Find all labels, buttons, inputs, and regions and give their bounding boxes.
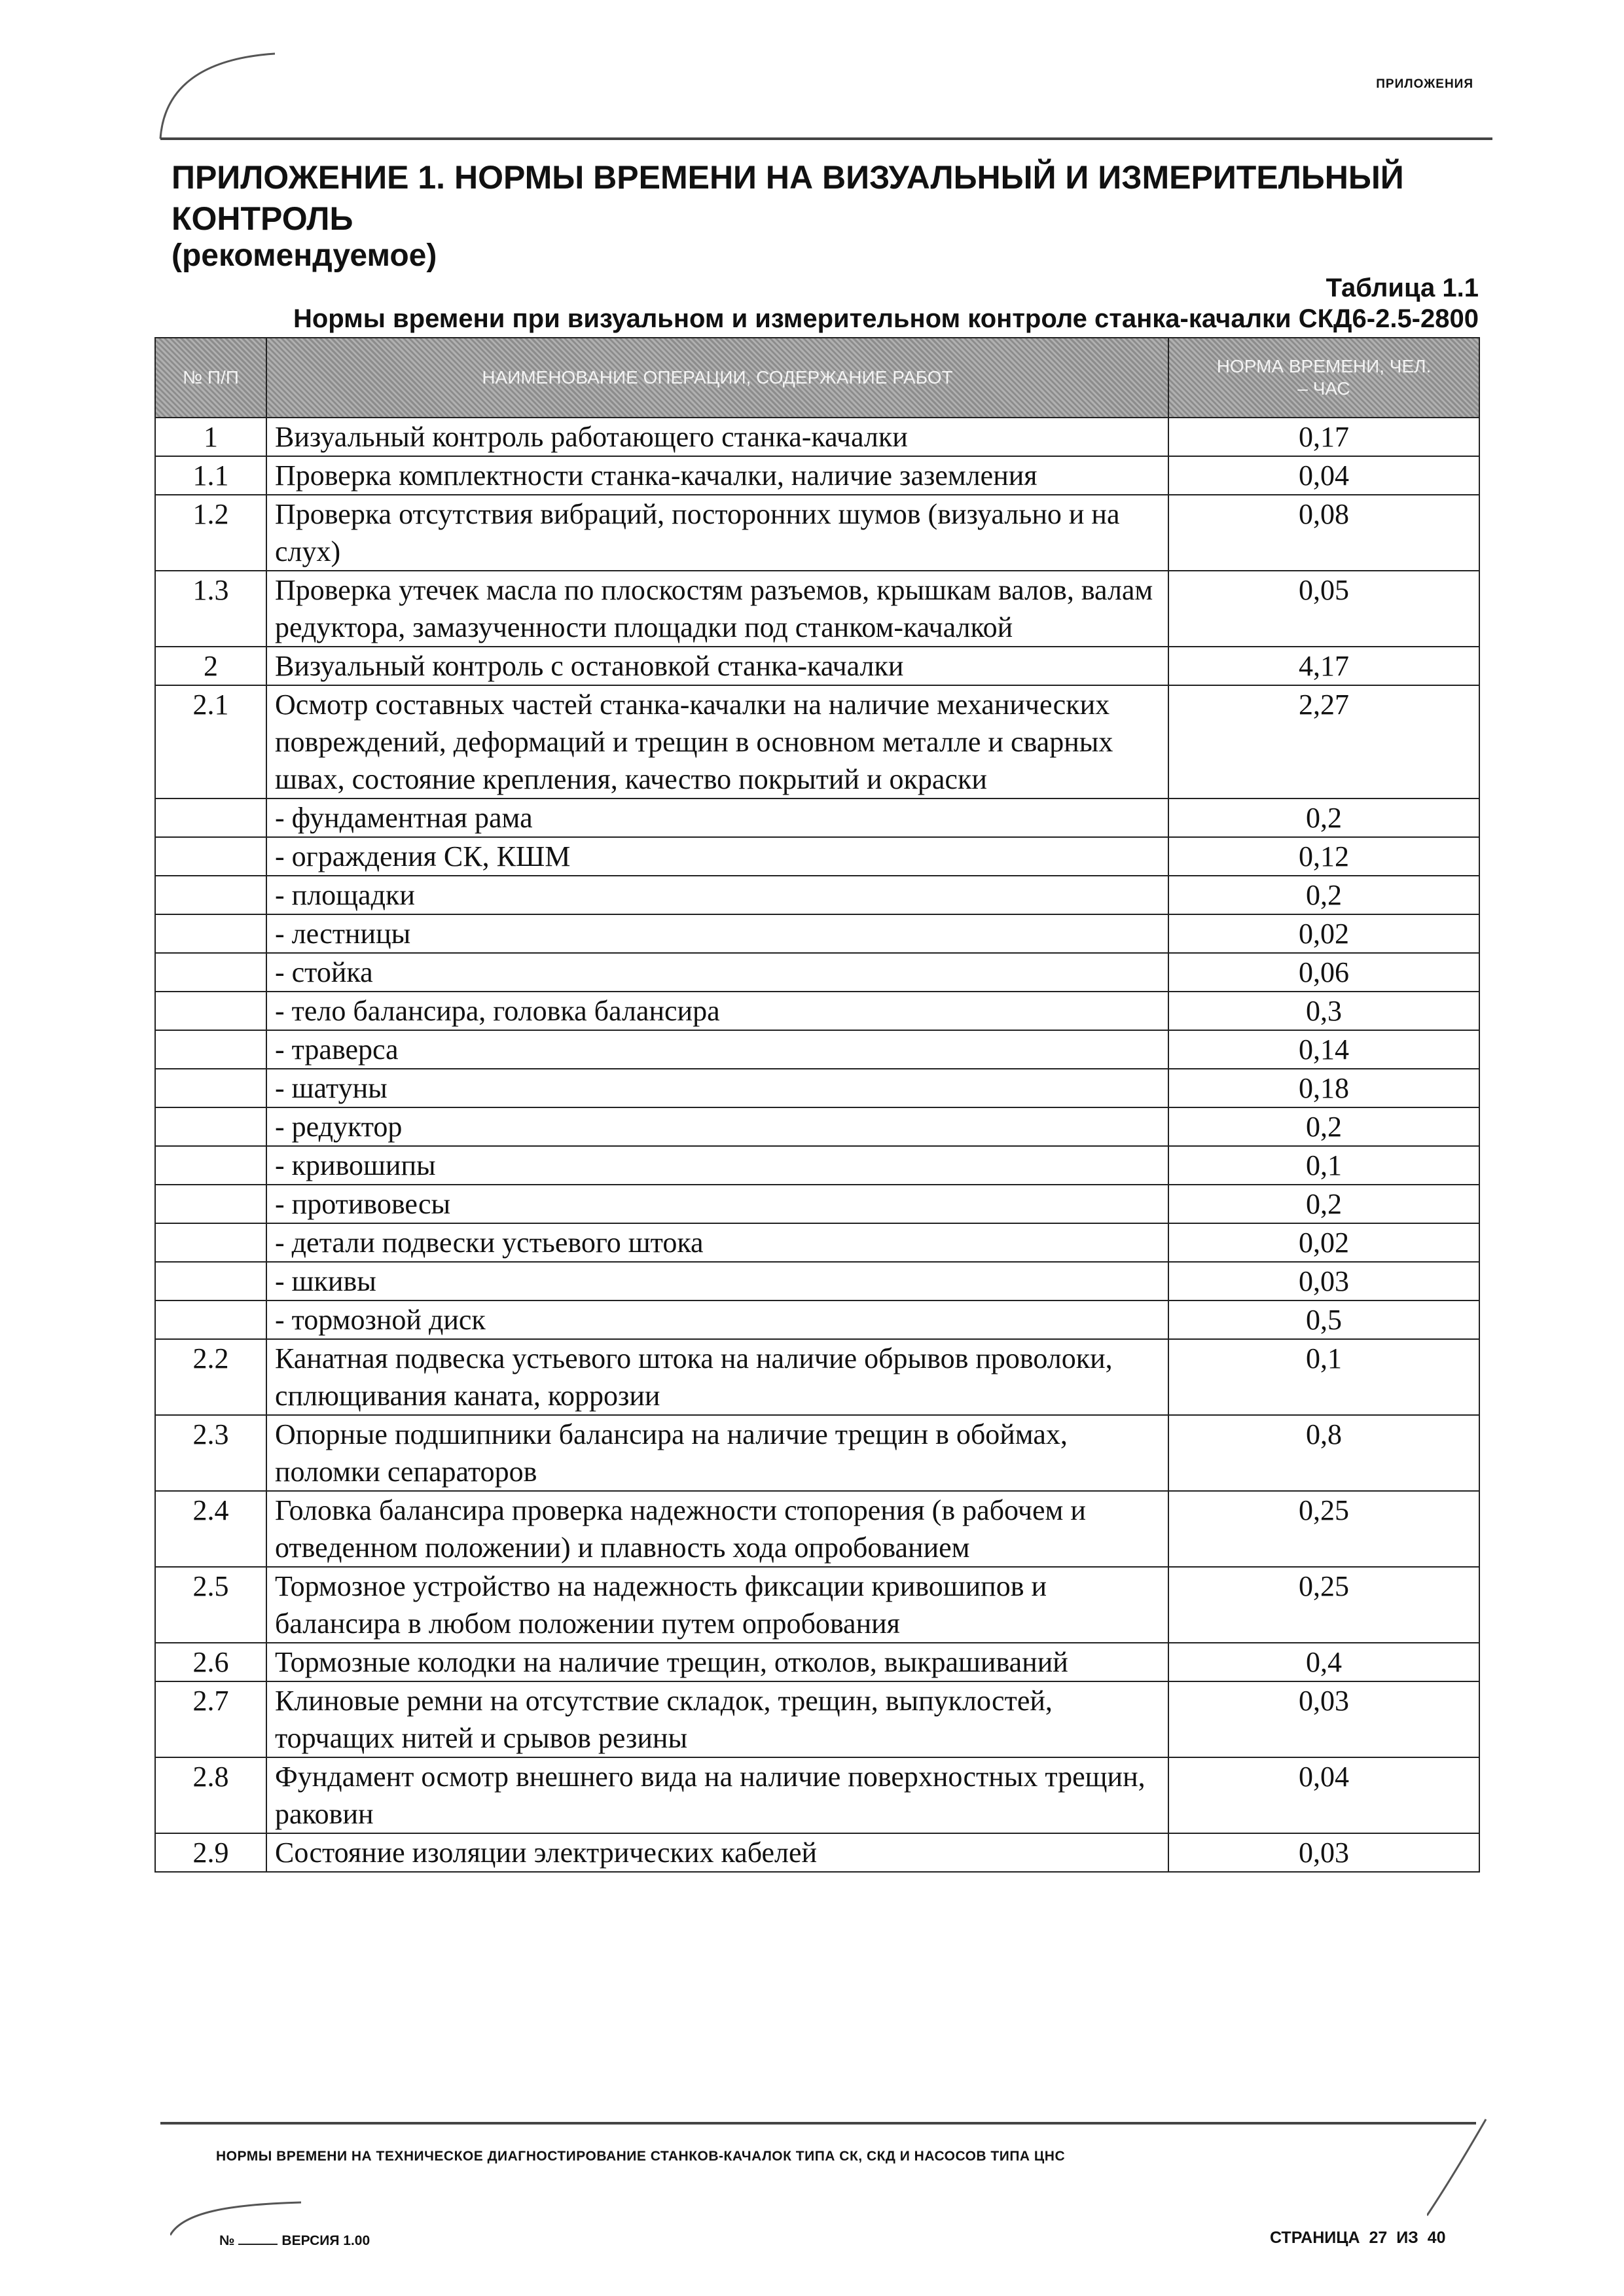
table-row [155, 1146, 1479, 1185]
row-operation: Опорные подшипники балансира на наличие трещин в обоймах, поломки сепараторов [266, 1415, 1168, 1491]
footer-page-indicator [1270, 2229, 1446, 2248]
table-row [155, 1107, 1479, 1146]
table-row [155, 992, 1479, 1030]
row-norm: 0,17 [1168, 418, 1479, 456]
footer-page-current: 27 [1369, 2229, 1388, 2247]
table-row [155, 1069, 1479, 1107]
row-operation: - шкивы [266, 1262, 1168, 1300]
table-row [155, 1185, 1479, 1223]
row-operation: - площадки [266, 876, 1168, 914]
footer-document-title: НОРМЫ ВРЕМЕНИ НА ТЕХНИЧЕСКОЕ ДИАГНОСТИРОВАНИЕ СТАНКОВ-КАЧАЛОК ТИПА СК, СКД И НАСОСОВ ТИПА ЦНС [216, 2149, 1066, 2164]
table-row [155, 456, 1479, 495]
row-number: 2.3 [155, 1415, 266, 1491]
footer-number-label: № [219, 2233, 235, 2248]
table-row [155, 418, 1479, 456]
table-row [155, 837, 1479, 876]
table-row [155, 1415, 1479, 1491]
footer-decoration [1427, 2114, 1499, 2219]
row-operation: - тормозной диск [266, 1300, 1168, 1339]
row-operation: - стойка [266, 953, 1168, 992]
footer-version-text: ВЕРСИЯ 1.00 [281, 2233, 370, 2248]
row-operation: - противовесы [266, 1185, 1168, 1223]
table-row [155, 1757, 1479, 1833]
row-norm: 0,06 [1168, 953, 1479, 992]
row-operation: - редуктор [266, 1107, 1168, 1146]
table-header-row [155, 338, 1479, 418]
row-norm: 0,2 [1168, 798, 1479, 837]
row-norm: 0,3 [1168, 992, 1479, 1030]
header-section-label: ПРИЛОЖЕНИЯ [1376, 77, 1473, 91]
row-operation: Проверка комплектности станка-качалки, наличие заземления [266, 456, 1168, 495]
row-number [155, 1107, 266, 1146]
table-row [155, 876, 1479, 914]
row-norm: 0,25 [1168, 1567, 1479, 1643]
table-row [155, 1491, 1479, 1567]
row-operation: Визуальный контроль с остановкой станка-качалки [266, 647, 1168, 685]
table-row [155, 914, 1479, 953]
row-number: 2.5 [155, 1567, 266, 1643]
row-number [155, 1069, 266, 1107]
table-row [155, 1300, 1479, 1339]
row-norm: 0,02 [1168, 914, 1479, 953]
table-row [155, 1833, 1479, 1872]
header-num: № П/П [155, 338, 266, 418]
table-row [155, 953, 1479, 992]
row-number [155, 837, 266, 876]
table-row [155, 495, 1479, 571]
row-operation: Клиновые ремни на отсутствие складок, трещин, выпуклостей, торчащих нитей и срывов резины [266, 1681, 1168, 1757]
row-norm: 0,08 [1168, 495, 1479, 571]
table-row [155, 571, 1479, 647]
row-number: 2 [155, 647, 266, 685]
table-row [155, 1262, 1479, 1300]
row-number: 2.1 [155, 685, 266, 798]
row-operation: - фундаментная рама [266, 798, 1168, 837]
row-operation: - лестницы [266, 914, 1168, 953]
row-number: 1.1 [155, 456, 266, 495]
row-norm: 0,03 [1168, 1681, 1479, 1757]
row-number [155, 1223, 266, 1262]
table-row [155, 1643, 1479, 1681]
footer-version [219, 2233, 370, 2249]
row-number: 1.3 [155, 571, 266, 647]
row-operation: - шатуны [266, 1069, 1168, 1107]
row-norm: 4,17 [1168, 647, 1479, 685]
table-row [155, 1681, 1479, 1757]
row-norm: 0,02 [1168, 1223, 1479, 1262]
footer-rule [160, 2122, 1476, 2125]
header-norm: НОРМА ВРЕМЕНИ, ЧЕЛ. – ЧАС [1168, 338, 1479, 418]
table-caption: Нормы времени при визуальном и измерительном контроле станка-качалки СКД6-2.5-2800 [293, 304, 1479, 333]
row-operation: Осмотр составных частей станка-качалки на наличие механических повреждений, деформаций и трещин в основном металле и сварных швах, состояние крепления, качество покрытий и окраски [266, 685, 1168, 798]
page-subtitle: (рекомендуемое) [171, 238, 437, 273]
row-number: 2.2 [155, 1339, 266, 1415]
row-number: 2.9 [155, 1833, 266, 1872]
row-operation: - детали подвески устьевого штока [266, 1223, 1168, 1262]
row-norm: 0,03 [1168, 1262, 1479, 1300]
row-number: 2.4 [155, 1491, 266, 1567]
row-operation: Визуальный контроль работающего станка-качалки [266, 418, 1168, 456]
row-norm: 0,12 [1168, 837, 1479, 876]
row-number: 2.6 [155, 1643, 266, 1681]
row-norm: 0,14 [1168, 1030, 1479, 1069]
row-number [155, 1185, 266, 1223]
row-norm: 0,18 [1168, 1069, 1479, 1107]
row-operation: - тело балансира, головка балансира [266, 992, 1168, 1030]
row-number: 1 [155, 418, 266, 456]
row-norm: 0,8 [1168, 1415, 1479, 1491]
header-rule [160, 137, 1492, 140]
footer-page-word: СТРАНИЦА [1270, 2229, 1360, 2247]
table-row [155, 798, 1479, 837]
row-number: 2.7 [155, 1681, 266, 1757]
row-operation: - кривошипы [266, 1146, 1168, 1185]
footer-decoration-left [170, 2199, 301, 2238]
row-norm: 0,5 [1168, 1300, 1479, 1339]
header-decoration [144, 46, 275, 141]
row-operation: - ограждения СК, КШМ [266, 837, 1168, 876]
row-number [155, 953, 266, 992]
row-number [155, 1262, 266, 1300]
table-row [155, 1030, 1479, 1069]
header-operation: НАИМЕНОВАНИЕ ОПЕРАЦИИ, СОДЕРЖАНИЕ РАБОТ [266, 338, 1168, 418]
row-norm: 0,04 [1168, 1757, 1479, 1833]
page-title: ПРИЛОЖЕНИЕ 1. НОРМЫ ВРЕМЕНИ НА ВИЗУАЛЬНЫЙ И ИЗМЕРИТЕЛЬНЫЙ КОНТРОЛЬ [171, 159, 1404, 237]
row-operation: Тормозное устройство на надежность фиксации кривошипов и балансира в любом положении путем опробования [266, 1567, 1168, 1643]
row-operation: Проверка отсутствия вибраций, посторонних шумов (визуально и на слух) [266, 495, 1168, 571]
table-row [155, 1567, 1479, 1643]
row-norm: 0,1 [1168, 1339, 1479, 1415]
row-number [155, 876, 266, 914]
row-number [155, 914, 266, 953]
row-norm: 0,2 [1168, 1185, 1479, 1223]
norms-table [154, 337, 1480, 1873]
row-operation: Фундамент осмотр внешнего вида на наличие поверхностных трещин, раковин [266, 1757, 1168, 1833]
row-operation: Канатная подвеска устьевого штока на наличие обрывов проволоки, сплющивания каната, коррозии [266, 1339, 1168, 1415]
row-norm: 0,25 [1168, 1491, 1479, 1567]
row-norm: 0,4 [1168, 1643, 1479, 1681]
table-row [155, 685, 1479, 798]
row-norm: 0,05 [1168, 571, 1479, 647]
row-operation: Проверка утечек масла по плоскостям разъемов, крышкам валов, валам редуктора, замазученности площадки под станком-качалкой [266, 571, 1168, 647]
table-row [155, 647, 1479, 685]
row-number [155, 798, 266, 837]
row-norm: 2,27 [1168, 685, 1479, 798]
row-norm: 0,03 [1168, 1833, 1479, 1872]
row-operation: - траверса [266, 1030, 1168, 1069]
row-number: 2.8 [155, 1757, 266, 1833]
row-norm: 0,2 [1168, 876, 1479, 914]
row-operation: Тормозные колодки на наличие трещин, отколов, выкрашиваний [266, 1643, 1168, 1681]
row-operation: Головка балансира проверка надежности стопорения (в рабочем и отведенном положении) и плавность хода опробованием [266, 1491, 1168, 1567]
row-norm: 0,2 [1168, 1107, 1479, 1146]
row-norm: 0,1 [1168, 1146, 1479, 1185]
footer-page-of: ИЗ [1396, 2229, 1418, 2247]
footer-page-total: 40 [1427, 2229, 1446, 2247]
table-number: Таблица 1.1 [1326, 274, 1479, 302]
row-number: 1.2 [155, 495, 266, 571]
row-number [155, 992, 266, 1030]
table-row [155, 1339, 1479, 1415]
table-row [155, 1223, 1479, 1262]
row-number [155, 1030, 266, 1069]
row-operation: Состояние изоляции электрических кабелей [266, 1833, 1168, 1872]
row-norm: 0,04 [1168, 456, 1479, 495]
row-number [155, 1300, 266, 1339]
row-number [155, 1146, 266, 1185]
